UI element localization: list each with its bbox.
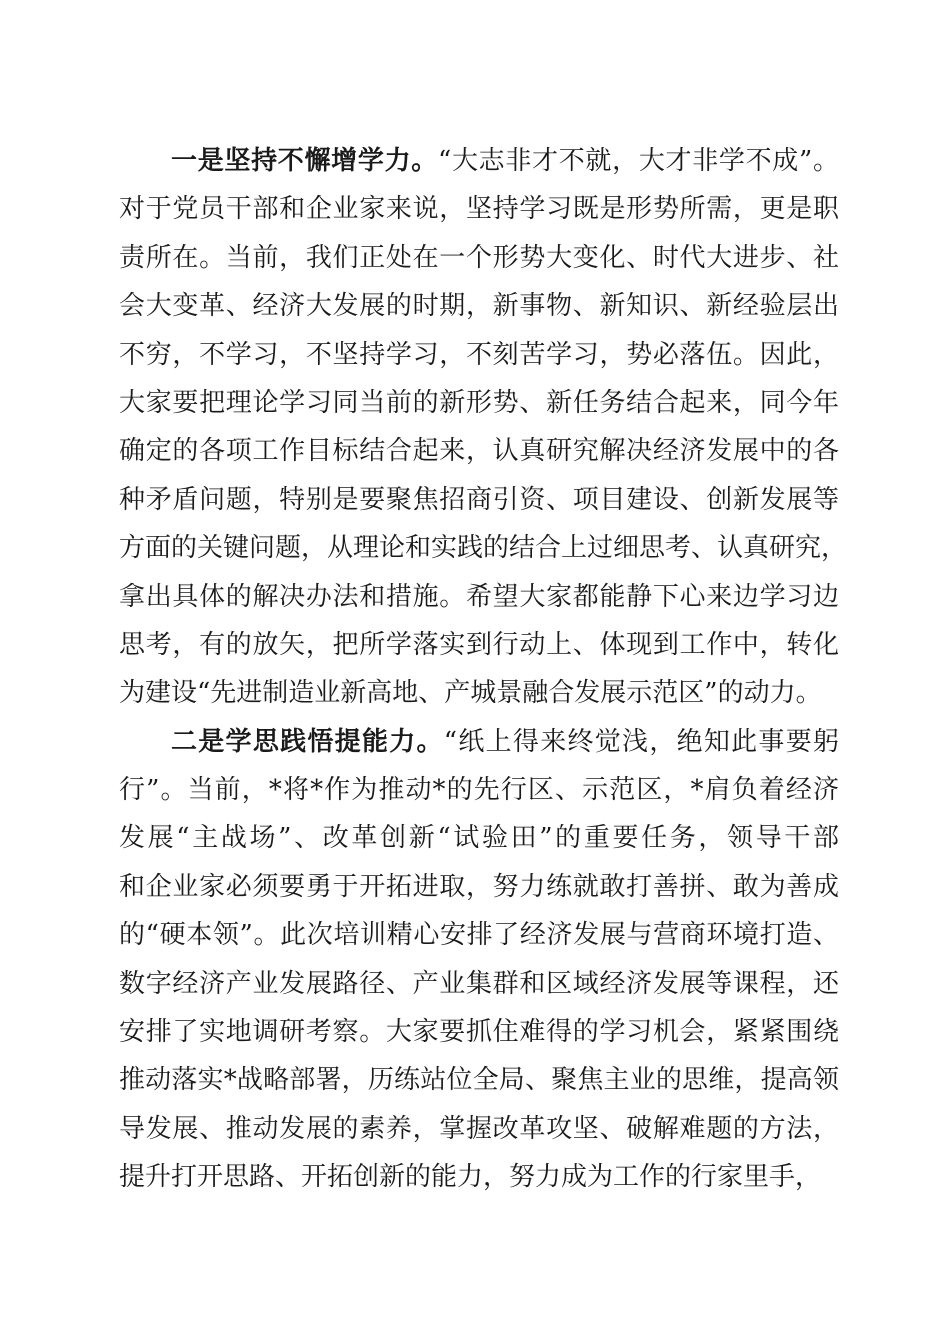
text-line: 拿出具体的解决办法和措施。希望大家都能静下心来边学习边: [119, 581, 839, 612]
text-line: 提升打开思路、开拓创新的能力，努力成为工作的行家里手，: [119, 1162, 822, 1193]
text-line: 行”。当前，*将*作为推动*的先行区、示范区，*肩负着经济: [119, 775, 839, 806]
text-line: 种矛盾问题，特别是要聚焦招商引资、项目建设、创新发展等: [119, 484, 839, 515]
body-text: [119, 137, 848, 1202]
text-line: 安排了实地调研考察。大家要抓住难得的学习机会，紧紧围绕: [119, 1017, 839, 1048]
paragraph-1-line-1: [119, 137, 839, 185]
paragraph-1-heading: 一是坚持不懈增学力。: [171, 146, 438, 176]
paragraph-2-line-1: [119, 718, 839, 766]
paragraph-2-heading: 二是学思践悟提能力。: [171, 726, 444, 757]
text-line: 会大变革、经济大发展的时期，新事物、新知识、新经验层出: [119, 291, 839, 322]
text-line: 不穷，不学习，不坚持学习，不刻苦学习，势必落伍。因此，: [119, 339, 839, 370]
text-line: 责所在。当前，我们正处在一个形势大变化、时代大进步、社: [119, 242, 839, 273]
text-line: 为建设“先进制造业新高地、产城景融合发展示范区”的动力。: [119, 678, 822, 709]
text-line: 大家要把理论学习同当前的新形势、新任务结合起来，同今年: [119, 387, 839, 418]
text-line: 和企业家必须要勇于开拓进取，努力练就敢打善拼、敢为善成: [119, 871, 839, 902]
text-line: 发展“主战场”、改革创新“试验田”的重要任务，领导干部: [119, 823, 839, 854]
paragraph-2-text: “纸上得来终觉浅，绝知此事要躬: [443, 726, 839, 757]
text-line: 推动落实*战略部署，历练站位全局、聚焦主业的思维，提高领: [119, 1065, 839, 1096]
text-line: 对于党员干部和企业家来说，坚持学习既是形势所需，更是职: [119, 194, 839, 225]
text-line: 方面的关键问题，从理论和实践的结合上过细思考、认真研究，: [119, 533, 848, 564]
text-line: 确定的各项工作目标结合起来，认真研究解决经济发展中的各: [119, 436, 839, 467]
text-line: 思考，有的放矢，把所学落实到行动上、体现到工作中，转化: [119, 629, 839, 660]
paragraph-1-text: “大志非才不就，大才非学不成”。: [437, 146, 839, 176]
text-line: 数字经济产业发展路径、产业集群和区域经济发展等课程，还: [119, 968, 839, 999]
text-line: 导发展、推动发展的素养，掌握改革攻坚、破解难题的方法，: [119, 1113, 839, 1144]
text-line: 的“硬本领”。此次培训精心安排了经济发展与营商环境打造、: [119, 920, 839, 951]
